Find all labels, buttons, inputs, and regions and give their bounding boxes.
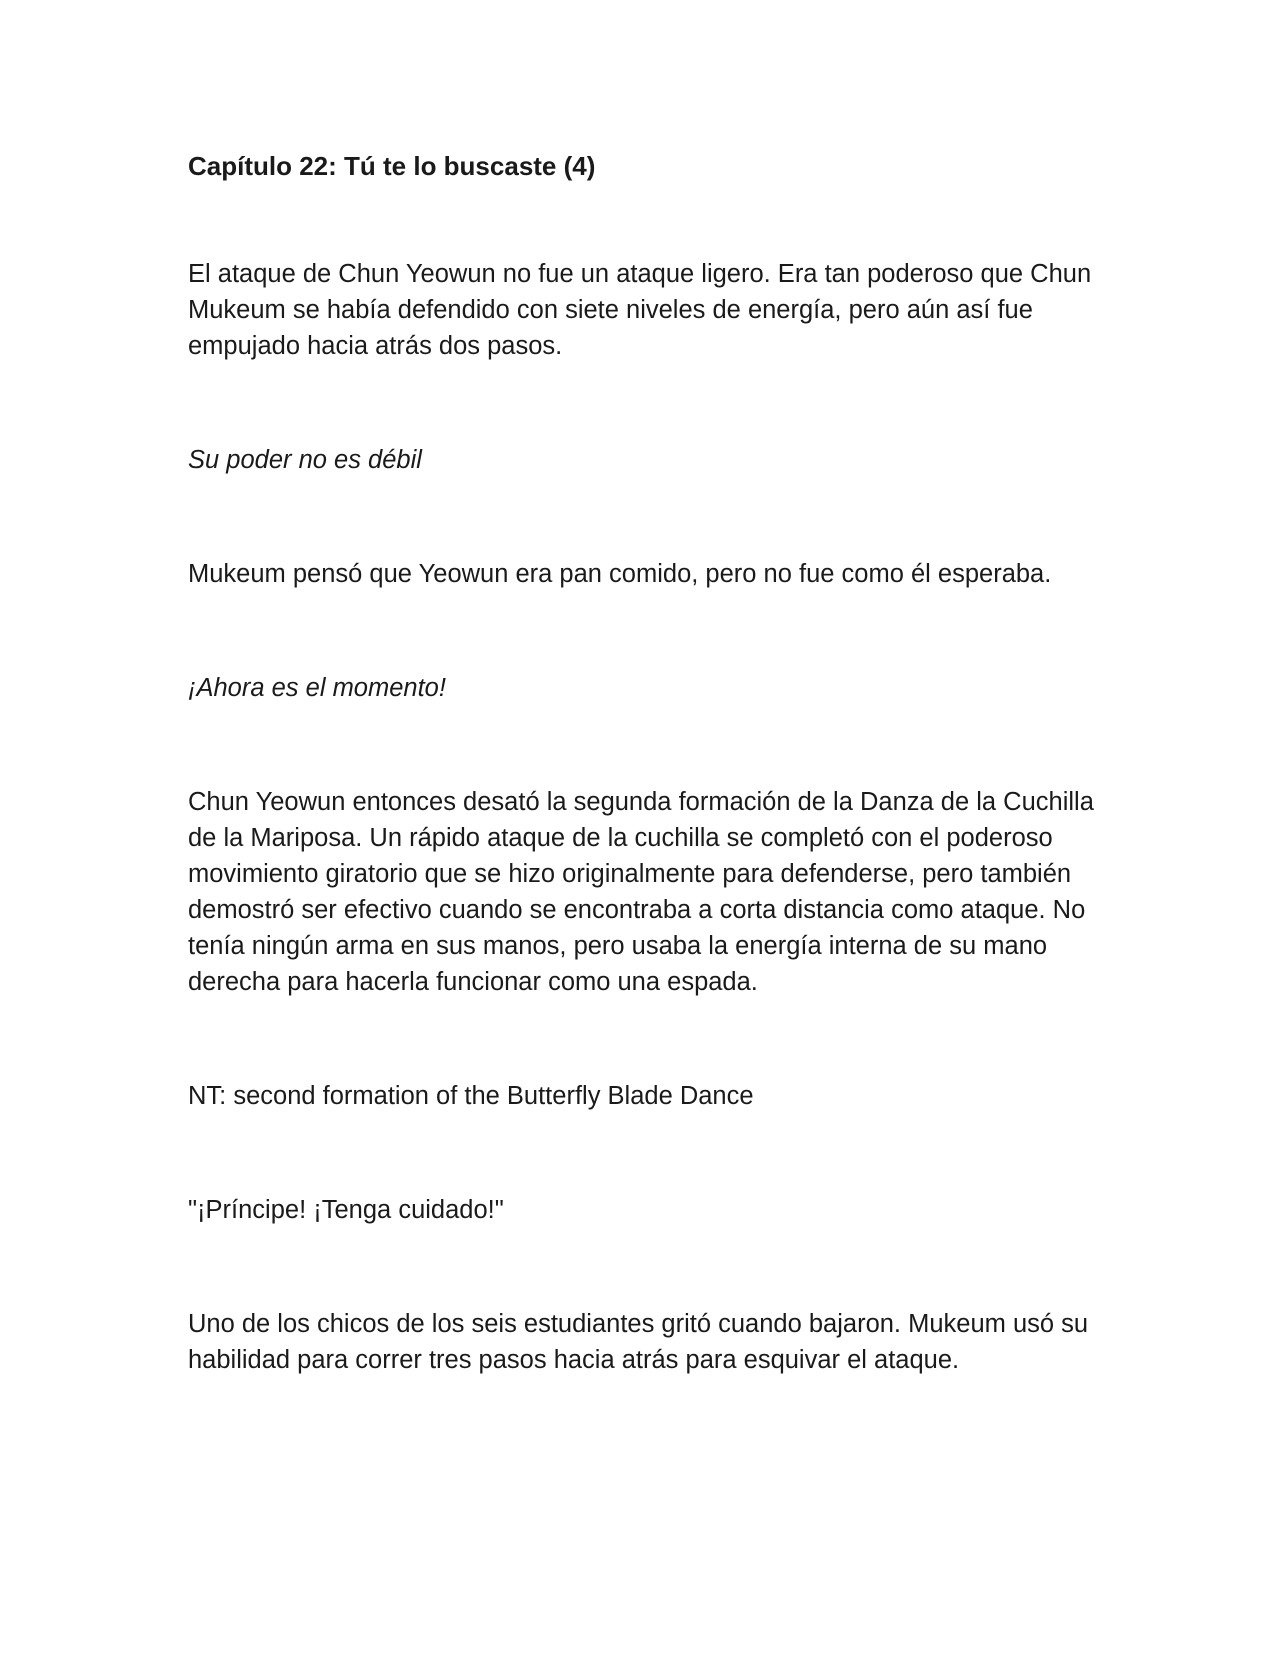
paragraph-3: Mukeum pensó que Yeowun era pan comido, pero no fue como él esperaba. xyxy=(188,560,1052,588)
paragraph-2-thought: Su poder no es débil xyxy=(188,446,422,474)
paragraph-6-translator-note: NT: second formation of the Butterfly Blade Dance xyxy=(188,1082,754,1110)
paragraph-1: El ataque de Chun Yeowun no fue un ataque ligero. Era tan poderoso que Chun Mukeum se había defendido con siete niveles de energía, pero aún así fue empujado hacia atrás dos pasos. xyxy=(188,260,1092,360)
paragraph-8: Uno de los chicos de los seis estudiantes gritó cuando bajaron. Mukeum usó su habilidad para correr tres pasos hacia atrás para esquivar el ataque. xyxy=(188,1310,1089,1374)
paragraph-5: Chun Yeowun entonces desató la segunda formación de la Danza de la Cuchilla de la Mariposa. Un rápido ataque de la cuchilla se completó con el poderoso movimiento giratorio que se hizo originalmente para defenderse, pero también demostró ser efectivo cuando se encontraba a corta distancia como ataque. No tenía ningún arma en sus manos, pero usaba la energía interna de su mano derecha para hacerla funcionar como una espada. xyxy=(188,788,1094,996)
paragraph-4-thought: ¡Ahora es el momento! xyxy=(188,674,446,702)
document-page xyxy=(188,148,1098,1456)
chapter-title: Capítulo 22: Tú te lo buscaste (4) xyxy=(188,151,596,181)
paragraph-7-dialogue: "¡Príncipe! ¡Tenga cuidado!" xyxy=(188,1196,504,1224)
